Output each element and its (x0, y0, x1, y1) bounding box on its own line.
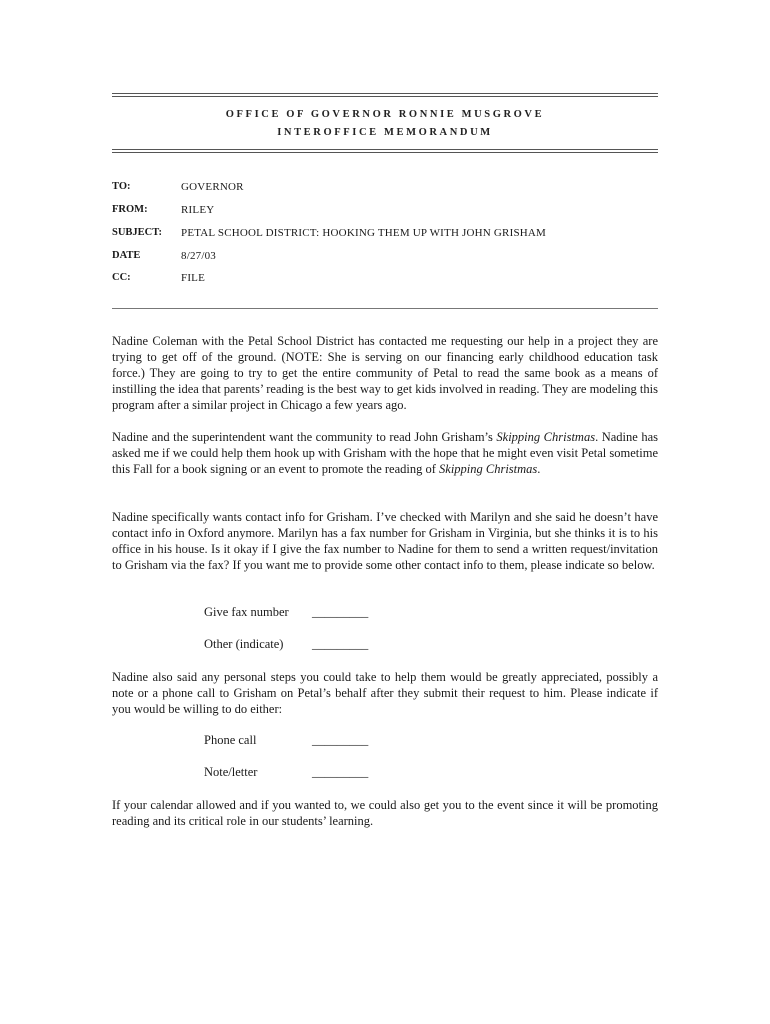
option-phone-call-blank: _________ (312, 733, 369, 747)
option-give-fax-blank: _________ (312, 605, 369, 619)
header-divider (112, 308, 658, 309)
cc-label: CC: (112, 272, 131, 283)
office-title: OFFICE OF GOVERNOR RONNIE MUSGROVE (225, 109, 545, 120)
date-label: DATE (112, 250, 141, 261)
date-value: 8/27/03 (181, 250, 217, 262)
top-rule (112, 93, 658, 97)
paragraph-1: Nadine Coleman with the Petal School District has contacted me requesting our help in a project they are trying to get off of the ground. (NOTE: She is serving on our financing early childhood education task force.) They are going to try to get the entire community of Petal to read the same book as a means of instilling the idea that parents’ reading is the best way to get kids involved in reading. They are modeling this program after a similar project in Chicago a few years ago. (112, 334, 658, 412)
option-phone-call-label: Phone call (204, 733, 257, 747)
option-note-letter-label: Note/letter (204, 765, 258, 779)
option-other-blank: _________ (312, 637, 369, 651)
memo-title: INTEROFFICE MEMORANDUM (277, 127, 493, 138)
option-note-letter-blank: _________ (312, 765, 369, 779)
paragraph-4: Nadine also said any personal steps you could take to help them would be greatly appreciated, possibly a note or a phone call to Grisham on Petal’s behalf after they submit their request to him. Please indicate if you would be willing to do either: (112, 670, 658, 716)
to-label: TO: (112, 181, 131, 192)
book-title-1: Skipping Christmas (496, 430, 596, 444)
paragraph-2-part-c: . (537, 462, 541, 476)
from-value: RILEY (181, 204, 215, 216)
subject-value: PETAL SCHOOL DISTRICT: HOOKING THEM UP WITH JOHN GRISHAM (181, 227, 547, 239)
paragraph-3: Nadine specifically wants contact info for Grisham. I’ve checked with Marilyn and she said he doesn’t have contact info in Oxford anymore. Marilyn has a fax number for Grisham in Virginia, but she thinks it is to his office in his house. Is it okay if I give the fax number to Nadine for them to send a written request/invitation to Grisham via the fax? If you want me to provide some other contact info to them, please indicate so below. (112, 510, 658, 572)
option-other-label: Other (indicate) (204, 637, 284, 651)
paragraph-2-part-a: Nadine and the superintendent want the community to read John Grisham’s (112, 430, 497, 444)
subject-label: SUBJECT: (112, 227, 162, 238)
paragraph-2 (112, 429, 658, 477)
option-give-fax-label: Give fax number (204, 605, 289, 619)
to-value: GOVERNOR (181, 181, 244, 193)
title-bottom-rule (112, 149, 658, 153)
paragraph-2-part-b: . Nadine has asked me if we could help them hook up with Grisham with the hope that he might even visit Petal sometime this Fall for a book signing or an event to promote the reading of (112, 430, 658, 476)
from-label: FROM: (112, 204, 148, 215)
book-title-2: Skipping Christmas (439, 462, 538, 476)
paragraph-5: If your calendar allowed and if you wanted to, we could also get you to the event since it will be promoting reading and its critical role in our students’ learning. (112, 798, 658, 828)
cc-value: FILE (181, 272, 206, 284)
